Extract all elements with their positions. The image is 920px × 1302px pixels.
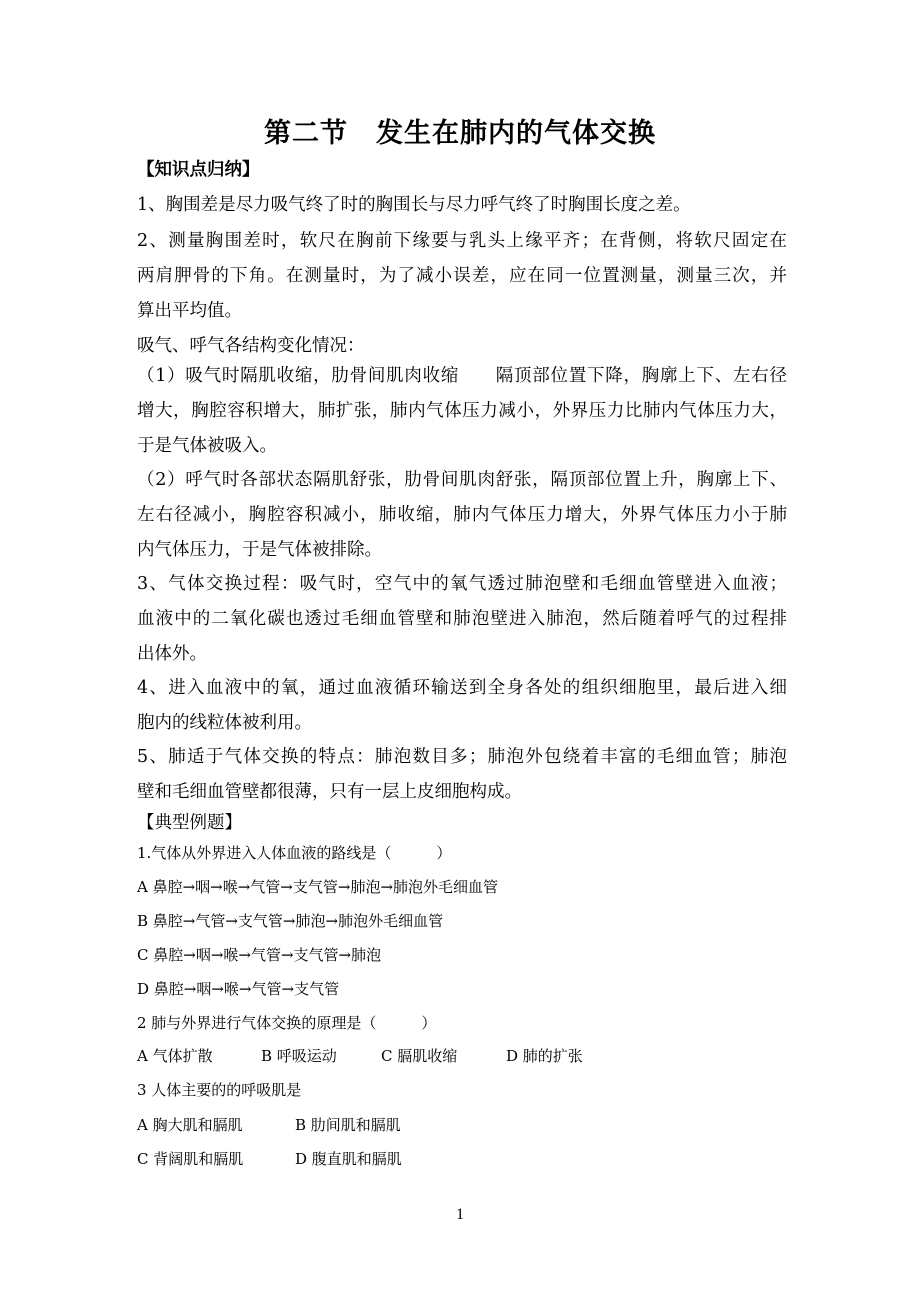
inhale-line-3: 于是气体被吸入。 [137,436,277,456]
knowledge-point-2-line-2: 两肩胛骨的下角。在测量时，为了减小误差，应在同一位置测量，测量三次，并 [137,266,787,286]
question-2-options [137,1045,583,1067]
exhale-line-3: 内气体压力，于是气体被排除。 [137,540,382,560]
knowledge-point-4-line-1: 4、进入血液中的氧，通过血液循环输送到全身各处的组织细胞里，最后进入细 [137,678,787,698]
question-3-option-c: C 背阔肌和膈肌 [137,1150,244,1168]
question-3-options-row-1 [137,1114,401,1136]
knowledge-point-1: 1、胸围差是尽力吸气终了时的胸围长与尽力呼气终了时胸围长度之差。 [137,195,691,215]
knowledge-point-2-line-3: 算出平均值。 [137,301,242,321]
question-1-option-d: D 鼻腔→咽→喉→气管→支气管 [137,980,340,998]
knowledge-point-2-line-1: 2、测量胸围差时，软尺在胸前下缘要与乳头上缘平齐；在背侧，将软尺固定在 [137,231,787,251]
knowledge-point-3-line-1: 3、气体交换过程：吸气时，空气中的氧气透过肺泡壁和毛细血管壁进入血液； [137,574,787,594]
question-3-options-row-2 [137,1148,402,1170]
question-2-stem: 2 肺与外界进行气体交换的原理是（ ） [137,1014,437,1032]
question-2-option-a: A 气体扩散 [137,1047,213,1065]
inhale-line-1: （1）吸气时隔肌收缩，肋骨间肌肉收缩 隔顶部位置下降，胸廓上下、左右径 [137,366,787,386]
page-title: 第二节 发生在肺内的气体交换 [264,118,656,149]
exhale-line-1: （2）呼气时各部状态隔肌舒张，肋骨间肌肉舒张，隔顶部位置上升，胸廓上下、 [137,470,787,490]
question-1-option-a: A 鼻腔→咽→喉→气管→支气管→肺泡→肺泡外毛细血管 [137,878,499,896]
exhale-line-2: 左右径减小，胸腔容积减小，肺收缩，肺内气体压力增大，外界气体压力小于肺 [137,505,787,525]
question-2-option-b: B 呼吸运动 [261,1047,337,1065]
question-3-option-d: D 腹直肌和膈肌 [295,1150,402,1168]
knowledge-point-5-line-2: 壁和毛细血管壁都很薄，只有一层上皮细胞构成。 [137,782,522,802]
question-1-option-c: C 鼻腔→咽→喉→气管→支气管→肺泡 [137,946,382,964]
page-number: 1 [456,1206,464,1223]
knowledge-point-3-line-2: 血液中的二氧化碳也透过毛细血管壁和肺泡壁进入肺泡，然后随着呼气的过程排 [137,609,787,629]
examples-heading: 【典型例题】 [137,813,242,833]
knowledge-point-5-line-1: 5、肺适于气体交换的特点：肺泡数目多；肺泡外包绕着丰富的毛细血管；肺泡 [137,747,787,767]
breathing-changes-intro: 吸气、呼气各结构变化情况： [137,336,365,356]
question-3-stem: 3 人体主要的的呼吸肌是 [137,1081,302,1099]
question-1-option-b: B 鼻腔→气管→支气管→肺泡→肺泡外毛细血管 [137,912,444,930]
question-3-option-a: A 胸大肌和膈肌 [137,1116,243,1134]
question-2-option-d: D 肺的扩张 [506,1047,583,1065]
knowledge-heading: 【知识点归纳】 [137,160,260,180]
question-1-stem: 1.气体从外界进入人体血液的路线是（ ） [137,844,452,862]
question-3-option-b: B 肋间肌和膈肌 [295,1116,401,1134]
question-2-option-c: C 膈肌收缩 [381,1047,458,1065]
inhale-line-2: 增大，胸腔容积增大，肺扩张，肺内气体压力减小，外界压力比肺内气体压力大， [137,401,787,421]
knowledge-point-3-line-3: 出体外。 [137,644,207,664]
knowledge-point-4-line-2: 胞内的线粒体被利用。 [137,713,312,733]
